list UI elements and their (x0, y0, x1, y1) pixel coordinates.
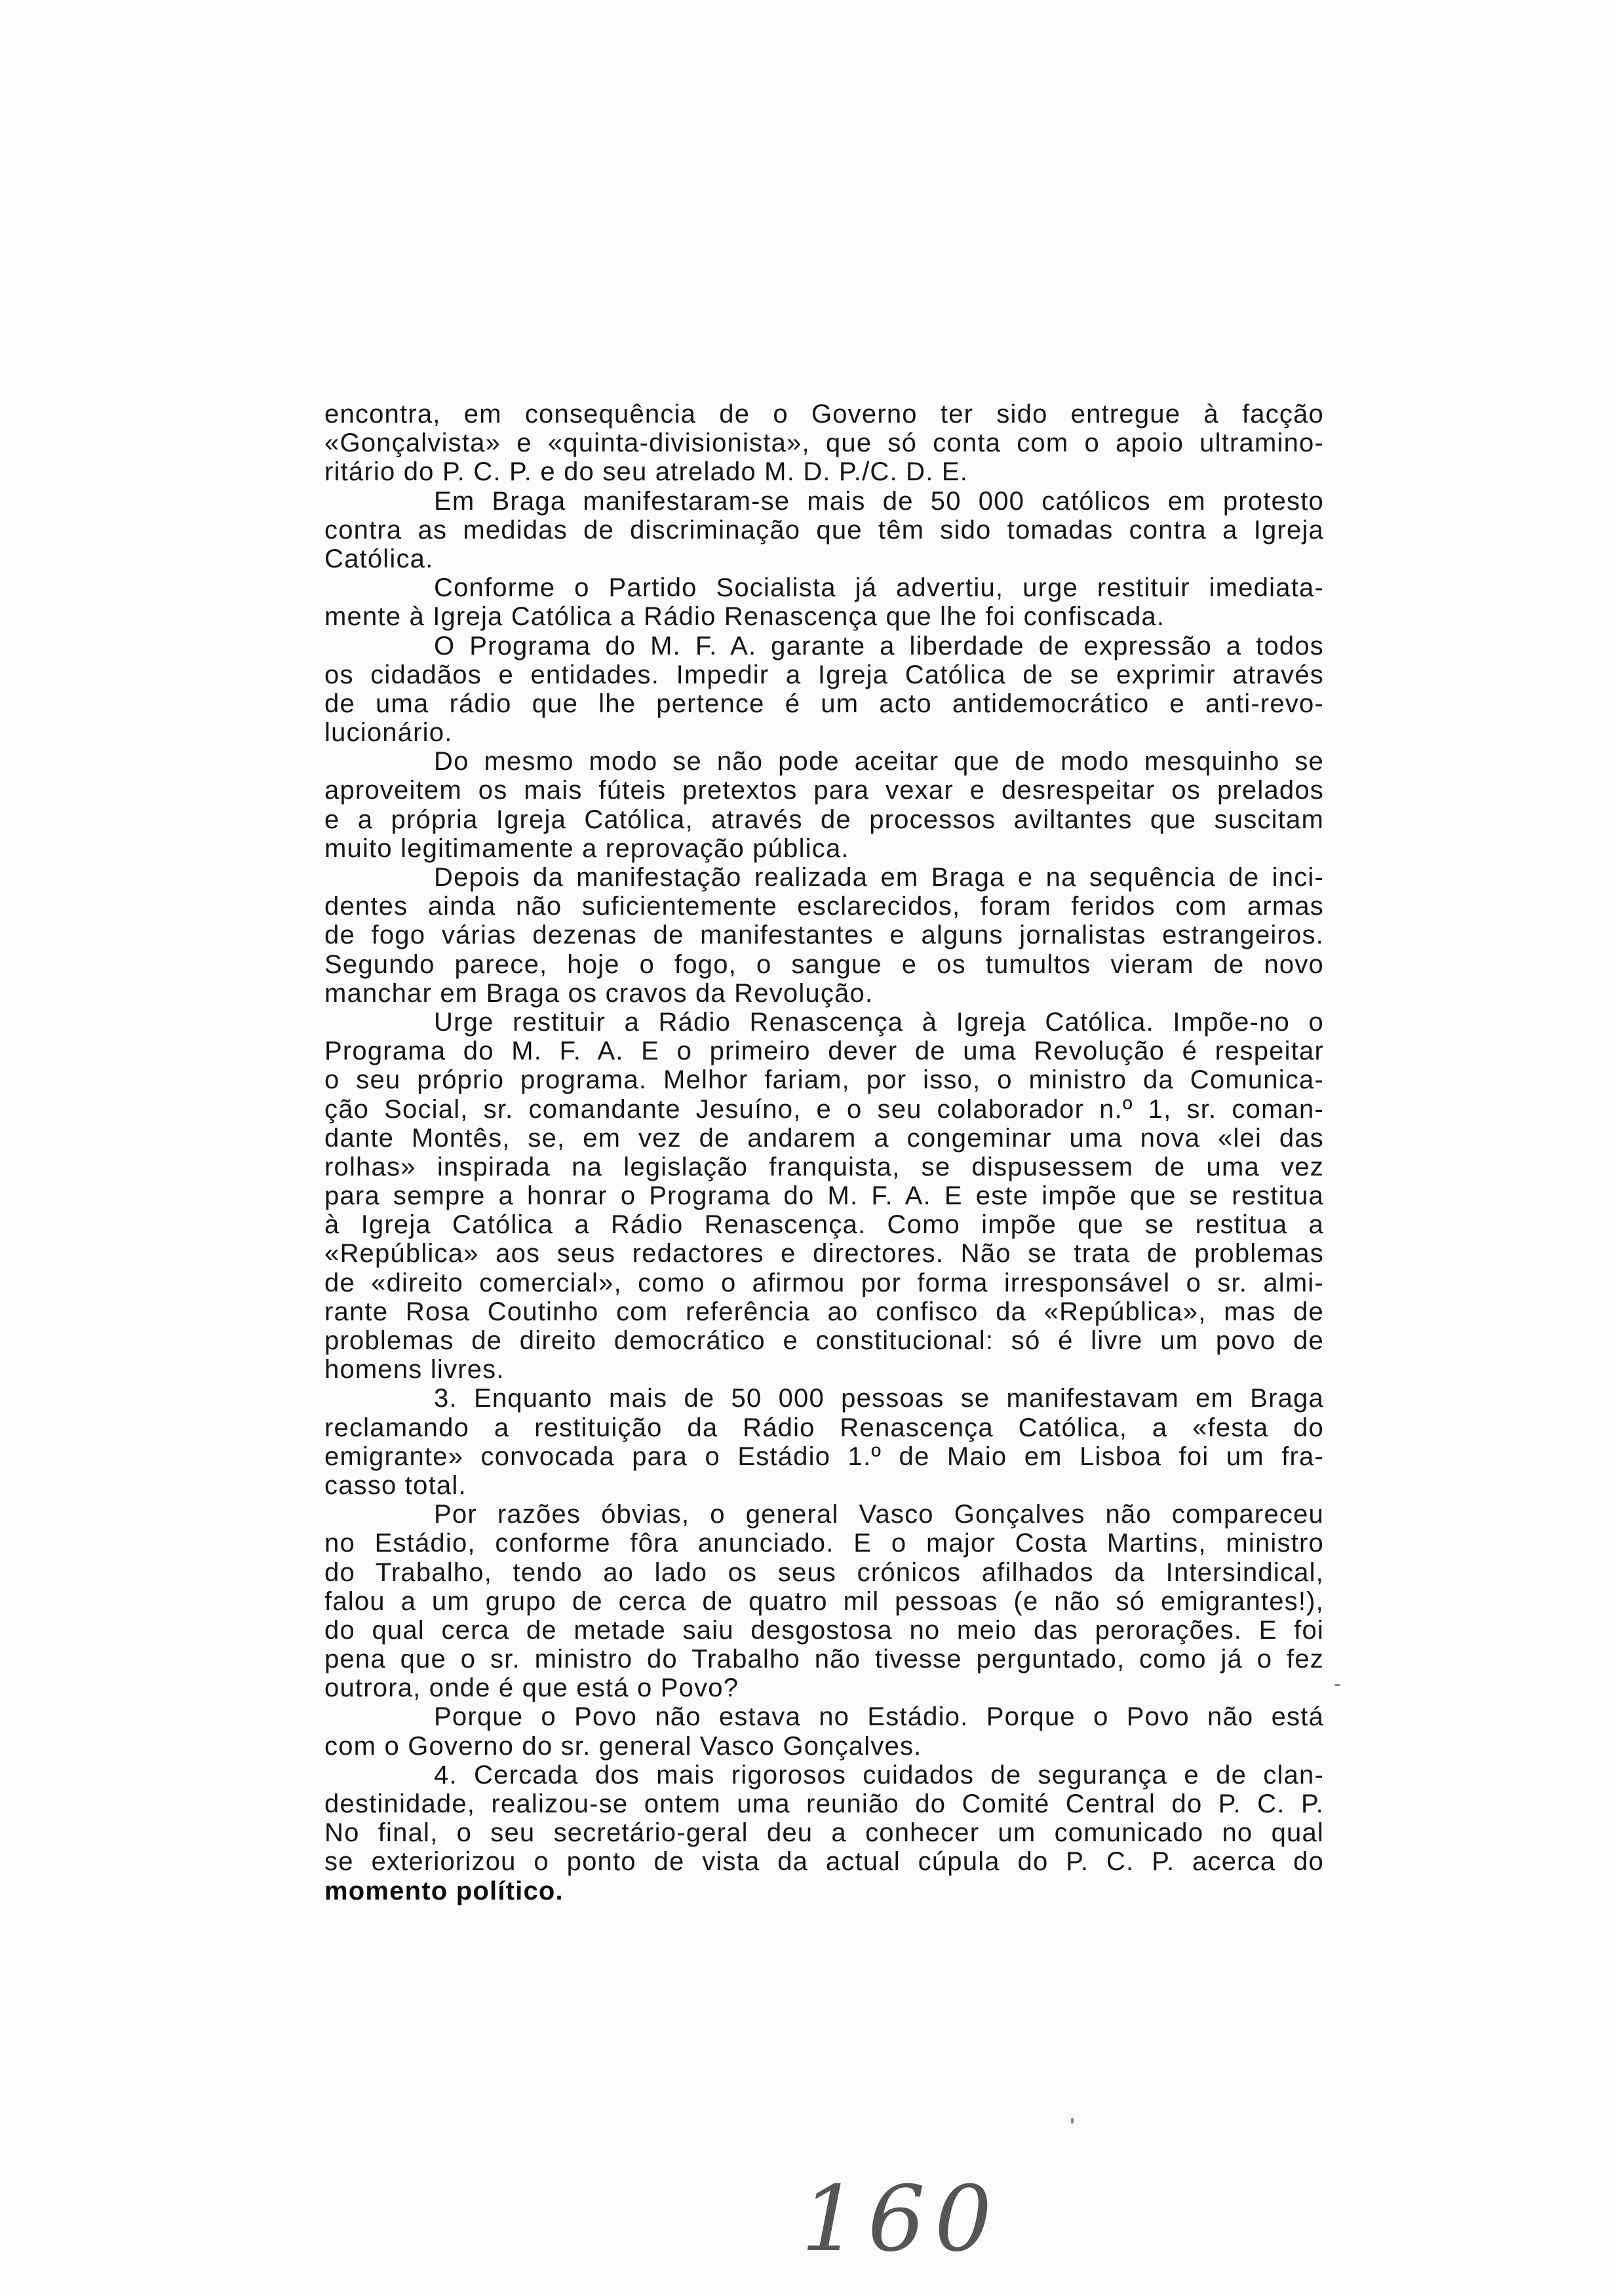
text-line: Conforme o Partido Socialista já advertiu, urge restituir imediata- (434, 573, 1324, 603)
text-line: O Programa do M. F. A. garante a liberdade de expressão a todos (434, 631, 1324, 660)
text-line: com o Governo do sr. general Vasco Gonçalves. (324, 1731, 922, 1761)
paragraph (324, 1384, 1324, 1500)
text-line: 3. Enquanto mais de 50 000 pessoas se manifestavam em Braga (434, 1384, 1324, 1413)
text-line: Segundo parece, hoje o fogo, o sangue e os tumultos vieram de novo (324, 949, 1324, 979)
article-body (324, 400, 1324, 1905)
text-line: se exteriorizou o ponto de vista da actual cúpula do P. C. P. acerca do (324, 1847, 1324, 1877)
text-line: muito legitimamente a reprovação pública. (324, 833, 849, 863)
text-line: Depois da manifestação realizada em Braga e na sequência de inci- (434, 863, 1324, 892)
text-line: «Gonçalvista» e «quinta-divisionista», que só conta com o apoio ultramino- (324, 429, 1324, 458)
text-line: «República» aos seus redactores e directores. Não se trata de problemas (324, 1239, 1324, 1269)
text-line: momento político. (324, 1876, 564, 1905)
text-line: ritário do P. C. P. e do seu atrelado M. D. P./C. D. E. (324, 457, 969, 487)
text-line: de fogo várias dezenas de manifestantes e alguns jornalistas estrangeiros. (324, 921, 1324, 950)
text-line: contra as medidas de discriminação que têm sido tomadas contra a Igreja (324, 515, 1324, 545)
text-line: homens livres. (324, 1355, 505, 1385)
text-line: os cidadãos e entidades. Impedir a Igreja Católica de se exprimir através (324, 660, 1324, 689)
text-line: rolhas» inspirada na legislação franquista, se dispusessem de uma vez (324, 1152, 1324, 1181)
text-line: à Igreja Católica a Rádio Renascença. Como impõe que se restitua a (324, 1210, 1324, 1240)
paragraph (324, 1702, 1324, 1760)
text-line: de «direito comercial», como o afirmou por forma irresponsável o sr. almi- (324, 1268, 1324, 1297)
paragraph (324, 400, 1324, 487)
text-line: falou a um grupo de cerca de quatro mil pessoas (e não só emigrantes!), (324, 1586, 1324, 1616)
text-line: para sempre a honrar o Programa do M. F. A. E este impõe que se restitua (324, 1181, 1324, 1211)
text-line: destinidade, realizou-se ontem uma reunião do Comité Central do P. C. P. (324, 1789, 1324, 1818)
paragraph (324, 573, 1324, 631)
text-line: encontra, em consequência de o Governo ter sido entregue à facção (324, 400, 1324, 429)
text-line: No final, o seu secretário-geral deu a conhecer um comunicado no qual (324, 1818, 1324, 1848)
text-line: Porque o Povo não estava no Estádio. Porque o Povo não está (434, 1702, 1324, 1732)
text-line: Do mesmo modo se não pode aceitar que de modo mesquinho se (434, 747, 1324, 776)
text-line: e a própria Igreja Católica, através de processos aviltantes que suscitam (324, 805, 1324, 834)
paragraph (324, 1761, 1324, 1905)
text-line: rante Rosa Coutinho com referência ao confisco da «República», mas de (324, 1297, 1324, 1326)
text-line: lucionário. (324, 718, 453, 748)
text-line: mente à Igreja Católica a Rádio Renascença que lhe foi confiscada. (324, 602, 1165, 632)
paragraph (324, 632, 1324, 748)
text-line: Por razões óbvias, o general Vasco Gonçalves não compareceu (434, 1500, 1324, 1529)
text-line: ção Social, sr. comandante Jesuíno, e o seu colaborador n.º 1, sr. coman- (324, 1094, 1324, 1124)
text-line: pena que o sr. ministro do Trabalho não tivesse perguntado, como já o fez (324, 1645, 1324, 1674)
text-line: dentes ainda não suficientemente esclarecidos, foram feridos com armas (324, 892, 1324, 921)
text-line: de uma rádio que lhe pertence é um acto antidemocrático e anti-revo- (324, 689, 1324, 718)
text-line: manchar em Braga os cravos da Revolução. (324, 978, 874, 1008)
text-line: dante Montês, se, em vez de andarem a congeminar uma nova «lei das (324, 1123, 1324, 1153)
paragraph (324, 863, 1324, 1008)
text-line: no Estádio, conforme fôra anunciado. E o major Costa Martins, ministro (324, 1529, 1324, 1558)
handwritten-page-number: 160 (801, 2166, 1002, 2272)
paragraph (324, 1500, 1324, 1702)
text-line: aproveitem os mais fúteis pretextos para vexar e desrespeitar os prelados (324, 776, 1324, 805)
text-line: Católica. (324, 544, 434, 573)
text-line: outrora, onde é que está o Povo? (324, 1674, 739, 1703)
text-line: casso total. (324, 1470, 467, 1500)
scan-speck (1334, 1684, 1340, 1686)
paragraph (324, 487, 1324, 574)
text-line: Em Braga manifestaram-se mais de 50 000 católicos em protesto (434, 486, 1324, 516)
text-line: Urge restituir a Rádio Renascença à Igreja Católica. Impõe-no o (434, 1007, 1324, 1037)
text-line: problemas de direito democrático e constitucional: só é livre um povo de (324, 1326, 1324, 1355)
paragraph (324, 1008, 1324, 1384)
paragraph (324, 747, 1324, 863)
text-line: Programa do M. F. A. E o primeiro dever de uma Revolução é respeitar (324, 1037, 1324, 1066)
text-line: o seu próprio programa. Melhor fariam, por isso, o ministro da Comunica- (324, 1065, 1324, 1095)
text-line: emigrante» convocada para o Estádio 1.º de Maio em Lisboa foi um fra- (324, 1442, 1324, 1471)
text-line: 4. Cercada dos mais rigorosos cuidados de segurança e de clan- (434, 1760, 1324, 1789)
text-line: reclamando a restituição da Rádio Renascença Católica, a «festa do (324, 1413, 1324, 1442)
text-line: do qual cerca de metade saiu desgostosa no meio das perorações. E foi (324, 1615, 1324, 1645)
scan-speck (1071, 2118, 1074, 2124)
text-line: do Trabalho, tendo ao lado os seus crónicos afilhados da Intersindical, (324, 1558, 1324, 1587)
